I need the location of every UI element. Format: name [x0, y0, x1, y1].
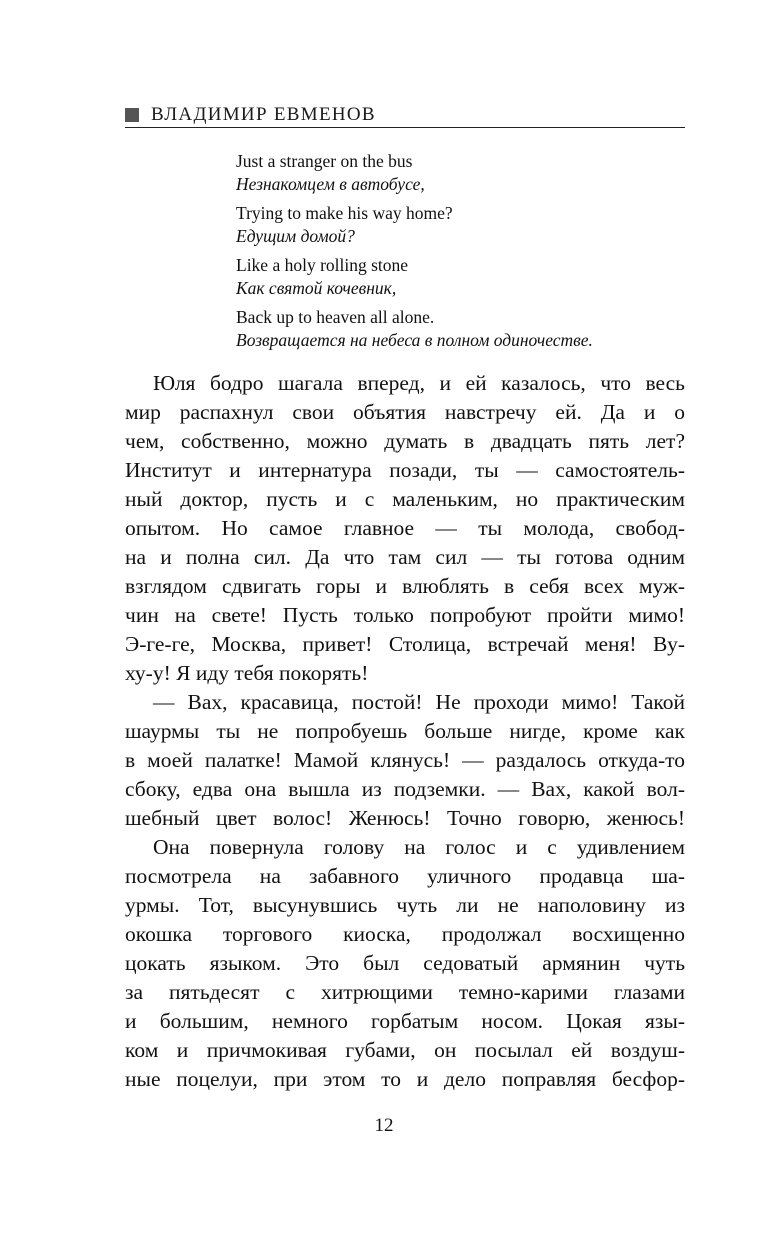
- text-line: ный доктор, пусть и с маленьким, но практическим: [125, 487, 685, 511]
- verse-original: Like a holy rolling stone: [236, 255, 409, 275]
- text-line: и большим, немного горбатым носом. Цокая язы-: [125, 1009, 685, 1033]
- text-line: за пятьдесят с хитрющими темно-карими глазами: [125, 980, 685, 1004]
- text-line: Она повернула голову на голос и с удивлением: [153, 835, 685, 859]
- text-line: мир распахнул свои объятия навстречу ей. Да и о: [125, 400, 685, 424]
- song-epigraph: [236, 150, 696, 358]
- text-line: цокать языком. Это был седоватый армянин чуть: [125, 951, 685, 975]
- text-line: Институт и интернатура позади, ты — самостоятель-: [125, 458, 685, 482]
- text-line: окошка торгового киоска, продолжал восхищенно: [125, 922, 685, 946]
- verse-stanza: [236, 306, 696, 352]
- text-line: урмы. Тот, высунувшись чуть ли не наполовину из: [125, 893, 685, 917]
- text-line: чин на свете! Пусть только попробуют пройти мимо!: [125, 603, 685, 627]
- text-line: ные поцелуи, при этом то и дело поправляя бесфор-: [125, 1067, 685, 1091]
- verse-translation: Как святой кочевник,: [236, 278, 397, 298]
- verse-translation: Едущим домой?: [236, 226, 355, 246]
- body-text: [125, 369, 685, 1094]
- header-author-name: ВЛАДИМИР ЕВМЕНОВ: [151, 104, 376, 125]
- text-line: шебный цвет волос! Женюсь! Точно говорю, женюсь!: [125, 806, 685, 830]
- verse-original: Back up to heaven all alone.: [236, 307, 435, 327]
- text-line: Юля бодро шагала вперед, и ей казалось, что весь: [153, 371, 685, 395]
- text-line: опытом. Но самое главное — ты молода, свобод-: [125, 516, 685, 540]
- running-header: [125, 103, 685, 128]
- page-number: 12: [374, 1115, 394, 1136]
- text-line: посмотрела на забавного уличного продавца ша-: [125, 864, 685, 888]
- verse-stanza: [236, 254, 696, 300]
- text-line: в моей палатке! Мамой клянусь! — раздалось откуда-то: [125, 748, 685, 772]
- text-line: шаурмы ты не попробуешь больше нигде, кроме как: [125, 719, 685, 743]
- text-line: ком и причмокивая губами, он посылал ей воздуш-: [125, 1038, 685, 1062]
- verse-translation: Возвращается на небеса в полном одиночестве.: [236, 330, 593, 350]
- verse-stanza: [236, 150, 696, 196]
- text-line: Э-ге-ге, Москва, привет! Столица, встречай меня! Ву-: [125, 632, 685, 656]
- verse-original: Trying to make his way home?: [236, 203, 453, 223]
- verse-original: Just a stranger on the bus: [236, 151, 413, 171]
- text-line: — Вах, красавица, постой! Не проходи мимо! Такой: [153, 690, 685, 714]
- text-line: ху-у! Я иду тебя покорять!: [125, 661, 369, 685]
- text-line: взглядом сдвигать горы и влюблять в себя всех муж-: [125, 574, 685, 598]
- verse-stanza: [236, 202, 696, 248]
- text-line: сбоку, едва она вышла из подземки. — Вах, какой вол-: [125, 777, 685, 801]
- text-line: чем, собственно, можно думать в двадцать пять лет?: [125, 429, 685, 453]
- text-line: на и полна сил. Да что там сил — ты готова одним: [125, 545, 685, 569]
- header-square-mark: [125, 108, 139, 122]
- verse-translation: Незнакомцем в автобусе,: [236, 174, 425, 194]
